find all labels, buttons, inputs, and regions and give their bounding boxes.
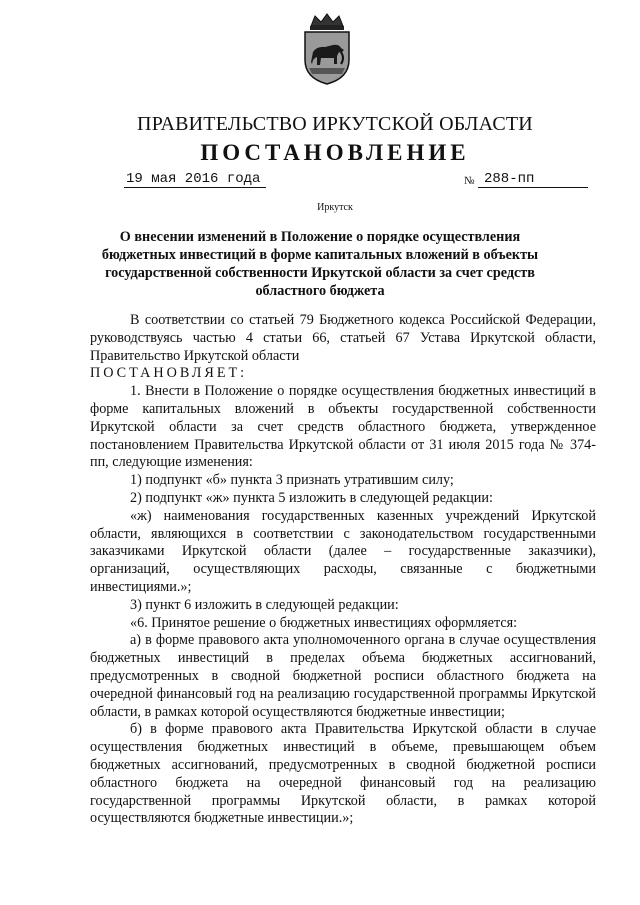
paragraph-item-1: 1. Внести в Положение о порядке осуществления бюджетных инвестиций в форме капитальных вложений в объекты государственной собственности Иркутской области за счет средств областного бюджета, утвержденное постановлением Правительства Иркутской области от 31 июля 2015 года № 374-пп, следующие изменения: bbox=[90, 383, 596, 471]
number-sign: № bbox=[464, 175, 475, 187]
document-heading: О внесении изменений в Положение о порядке осуществления бюджетных инвестиций в форме капитальных вложений в объекты государственной собственности Иркутской области за счет средств областного бюджета bbox=[101, 229, 539, 299]
paragraph-subitem-1: 1) подпункт «б» пункта 3 признать утратившим силу; bbox=[130, 472, 454, 489]
paragraph-zh-text: «ж) наименования государственных казенных учреждений Иркутской области, являющихся в соответствии с законодательством государственными заказчиками Иркутской области (далее – государственные заказчики), организаций, осуществляющих расходы, связанные с бюджетными инвестициями.»; bbox=[90, 507, 596, 595]
paragraph-subitem-2: 2) подпункт «ж» пункта 5 изложить в следующей редакции: bbox=[130, 489, 493, 506]
city-name: Иркутск bbox=[317, 202, 353, 213]
document-type: ПОСТАНОВЛЕНИЕ bbox=[200, 140, 470, 165]
document-number: 288-пп bbox=[478, 171, 588, 188]
document-date: 19 мая 2016 года bbox=[124, 171, 266, 188]
paragraph-point-6: «6. Принятое решение о бюджетных инвестициях оформляется: bbox=[130, 614, 518, 631]
document-body bbox=[90, 312, 596, 828]
paragraph-preamble: В соответствии со статьей 79 Бюджетного кодекса Российской Федерации, руководствуясь частью 4 статьи 66, статьей 67 Устава Иркутской области, Правительство Иркутской области bbox=[90, 312, 596, 364]
paragraph-point-6a: а) в форме правового акта уполномоченного органа в случае осуществления бюджетных инвестиций в пределах объема бюджетных ассигнований, предусмотренных в сводной бюджетной росписи областного бюджета на очередной финансовый год на реализацию государственной программы Иркутской области, в рамках которой осуществляются бюджетные инвестиции; bbox=[90, 632, 596, 720]
paragraph-resolves: ПОСТАНОВЛЯЕТ: bbox=[90, 365, 248, 382]
paragraph-point-6b: б) в форме правового акта Правительства Иркутской области в случае осуществления бюджетных инвестиций в объеме, превышающем объем бюджетных ассигнований, предусмотренных в сводной бюджетной росписи областного бюджета на очередной финансовый год на реализацию государственной программы Иркутской области, в рамках которой осуществляются бюджетные инвестиции.»; bbox=[90, 721, 596, 827]
government-name: ПРАВИТЕЛЬСТВО ИРКУТСКОЙ ОБЛАСТИ bbox=[137, 113, 533, 135]
paragraph-subitem-3: 3) пункт 6 изложить в следующей редакции: bbox=[130, 596, 399, 613]
irkutsk-coat-of-arms-icon bbox=[297, 12, 357, 86]
